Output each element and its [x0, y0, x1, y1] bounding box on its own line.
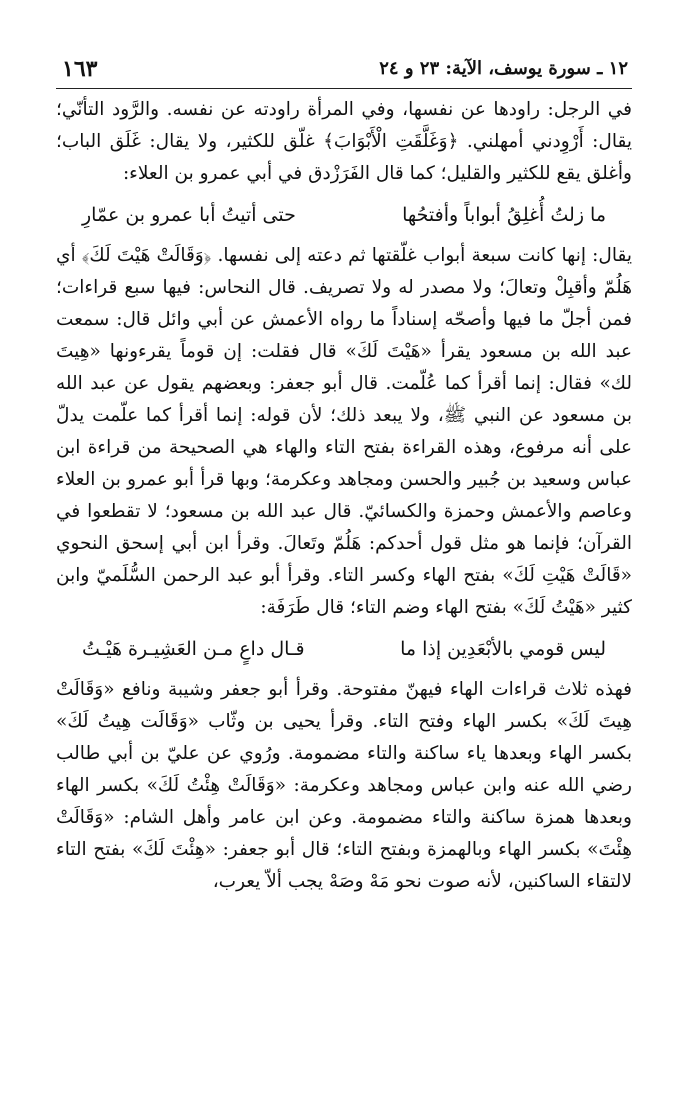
verse-second-hemistich: قـال داعٍ مـن العَشِيـرة هَيْـتُ: [82, 638, 305, 660]
page-body: [56, 94, 632, 898]
verse-tarafa: [82, 634, 606, 664]
running-title: ١٢ ـ سورة يوسف، الآية: ٢٣ و ٢٤: [379, 58, 628, 79]
verse-first-hemistich: ما زلتُ أُغلِقُ أبواباً وأفتحُها: [402, 204, 606, 226]
paragraph-2: يقال: إنها كانت سبعة أبواب غلّقتها ثم دعته إلى نفسها. ﴿وَقَالَتْ هَيْتَ لَكَ﴾ أي هَلُمّ وأقبِلْ وتعالَ؛ ولا مصدر له ولا تصريف. قال النحاس: فيها سبع قراءات؛ فمن أجلّ ما فيها وأصحّه إسناداً ما رواه الأعمش عن أبي وائل قال: سمعت عبد الله بن مسعود يقرأ «هَيْتَ لَكَ» قال فقلت: إن قوماً يقرءونها «هِيتَ لك» فقال: إنما أقرأ كما عُلّمت. قال أبو جعفر: وبعضهم يقول عن عبد الله بن مسعود عن النبي ﷺ، ولا يبعد ذلك؛ لأن قوله: إنما أقرأ كما علّمت يدلّ على أنه مرفوع، وهذه القراءة بفتح التاء والهاء هي الصحيحة من قراءة ابن عباس وسعيد بن جُبير والحسن ومجاهد وعكرمة؛ وبها قرأ أبو عمرو بن العلاء وعاصم والأعمش وحمزة والكسائيّ. قال عبد الله بن مسعود؛ لا تقطعوا في القرآن؛ فإنما هو مثل قول أحدكم: هَلُمّ وتَعالَ. وقرأ ابن أبي إسحق النحوي «قَالَتْ هَيْتِ لَكَ» بفتح الهاء وكسر التاء. وقرأ أبو عبد الرحمن السُّلَميّ وابن كثير «هَيْتُ لَكَ» بفتح الهاء وضم التاء؛ قال طَرَفَة:: [56, 245, 632, 618]
page-number: ١٦٣: [62, 56, 98, 82]
paragraph-3: فهذه ثلاث قراءات الهاء فيهنّ مفتوحة. وقرأ أبو جعفر وشيبة ونافع «وَقَالَتْ هِيتَ لَكَ» بكسر الهاء وفتح التاء. وقرأ يحيى بن وثّاب «وَقَالَت هِيتُ لَكَ» بكسر الهاء وبعدها ياء ساكنة والتاء مضمومة. ورُوي عن عليّ بن أبي طالب رضي الله عنه وابن عباس ومجاهد وعكرمة: «وَقَالَتْ هِئْتُ لَكَ» بكسر الهاء وبعدها همزة ساكنة والتاء مضمومة. وعن ابن عامر وأهل الشام: «وَقَالَتْ هِئْتَ» بكسر الهاء وبالهمزة وبفتح التاء؛ قال أبو جعفر: «هِئْتَ لَكَ» بفتح التاء لالتقاء الساكنين، لأنه صوت نحو مَهْ وصَهْ يجب ألاّ يعرب،: [56, 679, 632, 892]
paragraph-1: في الرجل: راودها عن نفسها، وفي المرأة راودته عن نفسه. والرَّود التأنّي؛ يقال: أَرْوِدني أمهلني. ﴿وَغَلَّقَتِ الْأَبْوَابَ﴾ غلّق للكثير، ولا يقال: غَلَق الباب؛ وأغلق يقع للكثير والقليل؛ كما قال الفَرَزْدق في أبي عمرو بن العلاء:: [56, 99, 632, 184]
verse-first-hemistich: ليس قومي بالأبْعَدِين إذا ما: [400, 638, 606, 660]
verse-second-hemistich: حتى أتيتُ أبا عمرو بن عمّارِ: [82, 204, 296, 226]
verse-farazdaq: [82, 200, 606, 230]
page-header: [56, 52, 632, 89]
